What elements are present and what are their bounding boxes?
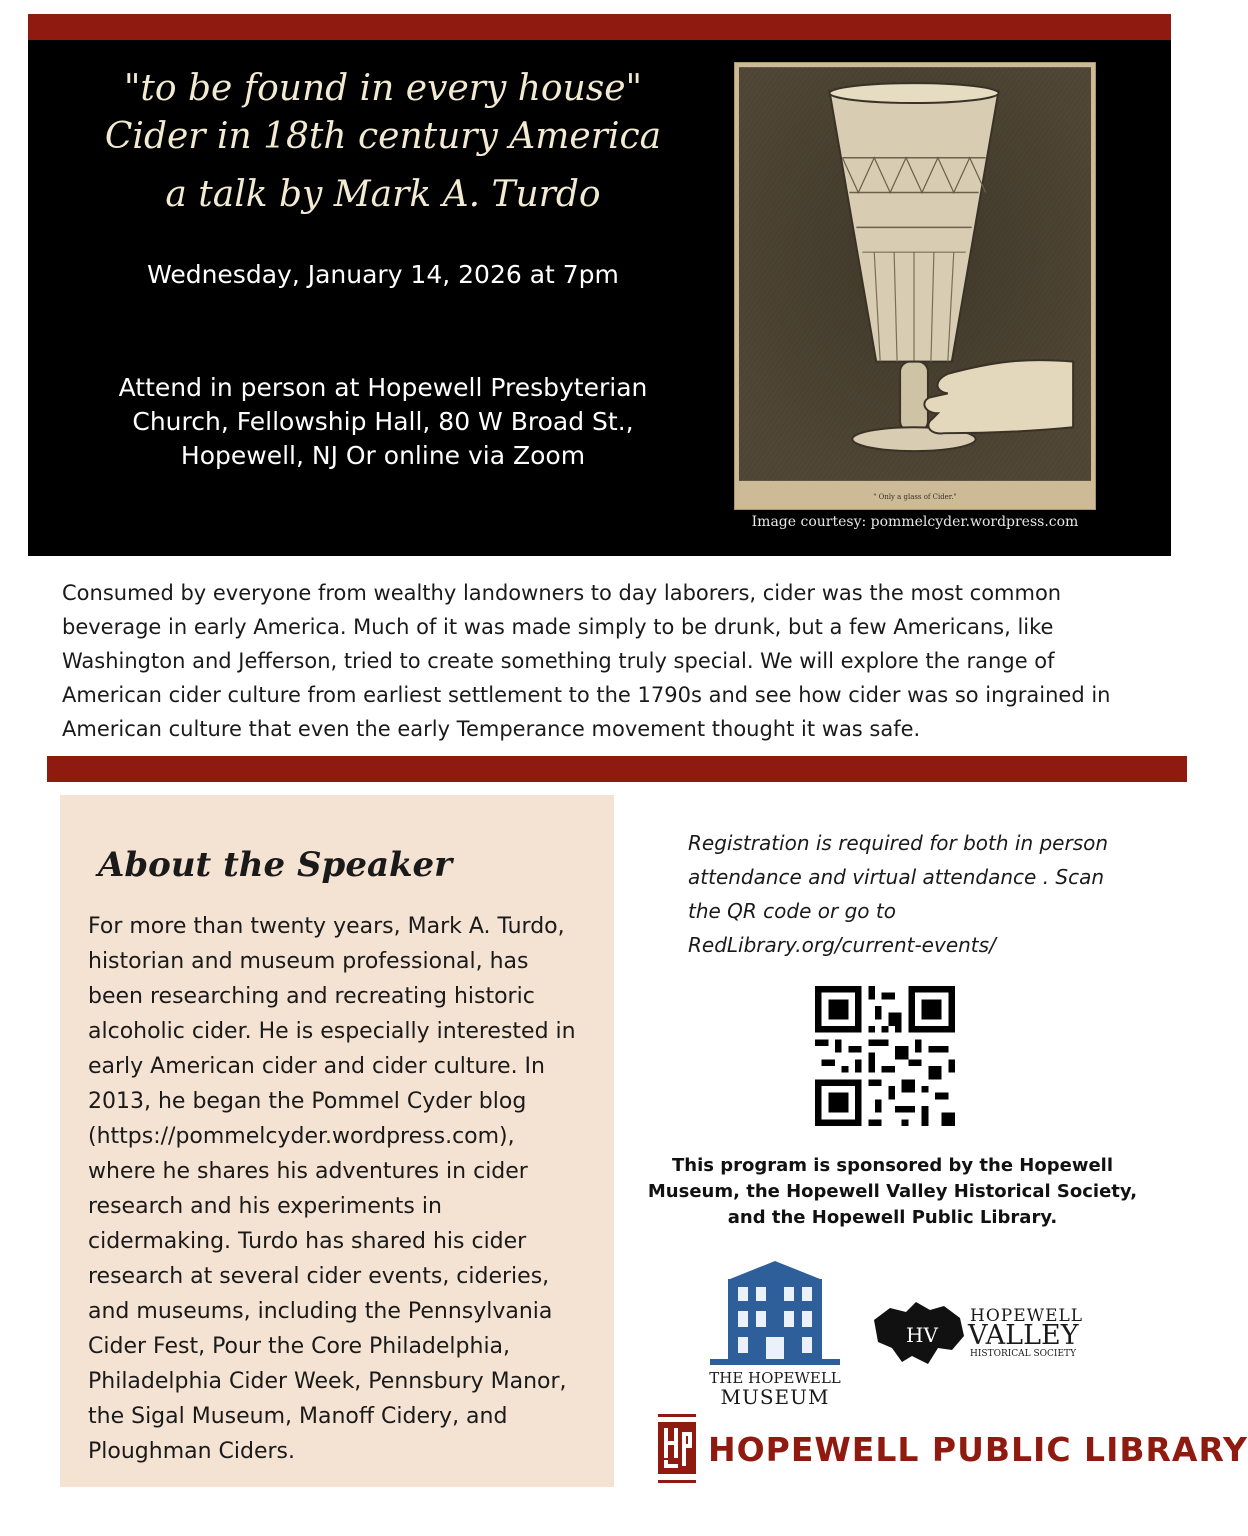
- hvhs-monogram: HV: [906, 1323, 938, 1347]
- image-credit: Image courtesy: pommelcyder.wordpress.com: [751, 514, 1079, 530]
- engraving-caption: " Only a glass of Cider.": [873, 492, 957, 501]
- speaker-bio: For more than twenty years, Mark A. Turdo, historian and museum professional, has been researching and recreating historic alcoholic cider. He is especially interested in early American cider and cider culture. In 2013, he began the Pommel Cyder blog (https://pommelcyder.wordpress.com), where he shares his adventures in cider research and his experiments in cidermaking. Turdo has shared his cider research at several cider events, cideries, and museums, including the Pennsylvania Cider Fest, Pour the Core Philadelphia, Philadelphia Cider Week, Pennsbury Manor, the Sigal Museum, Manoff Cidery, and Ploughman Ciders.: [88, 914, 576, 1464]
- section-divider-bar: [47, 756, 1187, 782]
- about-speaker-panel: [60, 795, 614, 1487]
- event-venue: Attend in person at Hopewell Presbyterian Church, Fellowship Hall, 80 W Broad St., Hopewell, NJ Or online via Zoom: [118, 373, 648, 470]
- museum-name-line-2: MUSEUM: [720, 1385, 830, 1409]
- museum-name-line-1: THE HOPEWELL: [709, 1369, 841, 1387]
- hvhs-name-line-2: VALLEY: [968, 1320, 1079, 1351]
- top-accent-bar: [28, 14, 1171, 40]
- registration-qr-code[interactable]: [815, 986, 955, 1126]
- library-name: HOPEWELL PUBLIC LIBRARY: [708, 1430, 1248, 1469]
- hopewell-public-library-logo[interactable]: [656, 1412, 1248, 1492]
- talk-speaker-line: a talk by Mark A. Turdo: [165, 174, 601, 215]
- about-speaker-heading: About the Speaker: [98, 845, 453, 885]
- sponsor-statement: This program is sponsored by the Hopewell Museum, the Hopewell Valley Historical Society, and the Hopewell Public Library.: [647, 1155, 1138, 1228]
- hopewell-museum-logo[interactable]: [700, 1255, 850, 1415]
- event-header: [28, 40, 1171, 556]
- cider-glass-illustration: [735, 63, 1095, 509]
- talk-description: Consumed by everyone from wealthy landowners to day laborers, cider was the most common beverage in early America. Much of it was made simply to be drunk, but a few Americans, like Washington and Jefferson, tried to create something truly special. We will explore the range of American cider culture from earliest settlement to the 1790s and see how cider was so ingrained in American culture that even the early Temperance movement thought it was safe.: [62, 581, 1111, 741]
- museum-building-icon: [710, 1255, 840, 1367]
- talk-title-quote: "to be found in every house": [123, 68, 643, 109]
- event-date-time: Wednesday, January 14, 2026 at 7pm: [147, 260, 619, 289]
- registration-note: Registration is required for both in person attendance and virtual attendance . Scan the QR code or go to RedLibrary.org/current-events/: [688, 831, 1109, 957]
- valley-map-icon: [872, 1298, 968, 1370]
- hopewell-valley-historical-society-logo[interactable]: [872, 1298, 1096, 1370]
- cider-glass-engraving: [734, 62, 1096, 510]
- hvhs-name-line-1: HOPEWELL: [970, 1306, 1084, 1326]
- library-emblem-icon: [656, 1414, 698, 1488]
- talk-title: Cider in 18th century America: [104, 116, 662, 157]
- hvhs-name-line-3: HISTORICAL SOCIETY: [970, 1349, 1077, 1359]
